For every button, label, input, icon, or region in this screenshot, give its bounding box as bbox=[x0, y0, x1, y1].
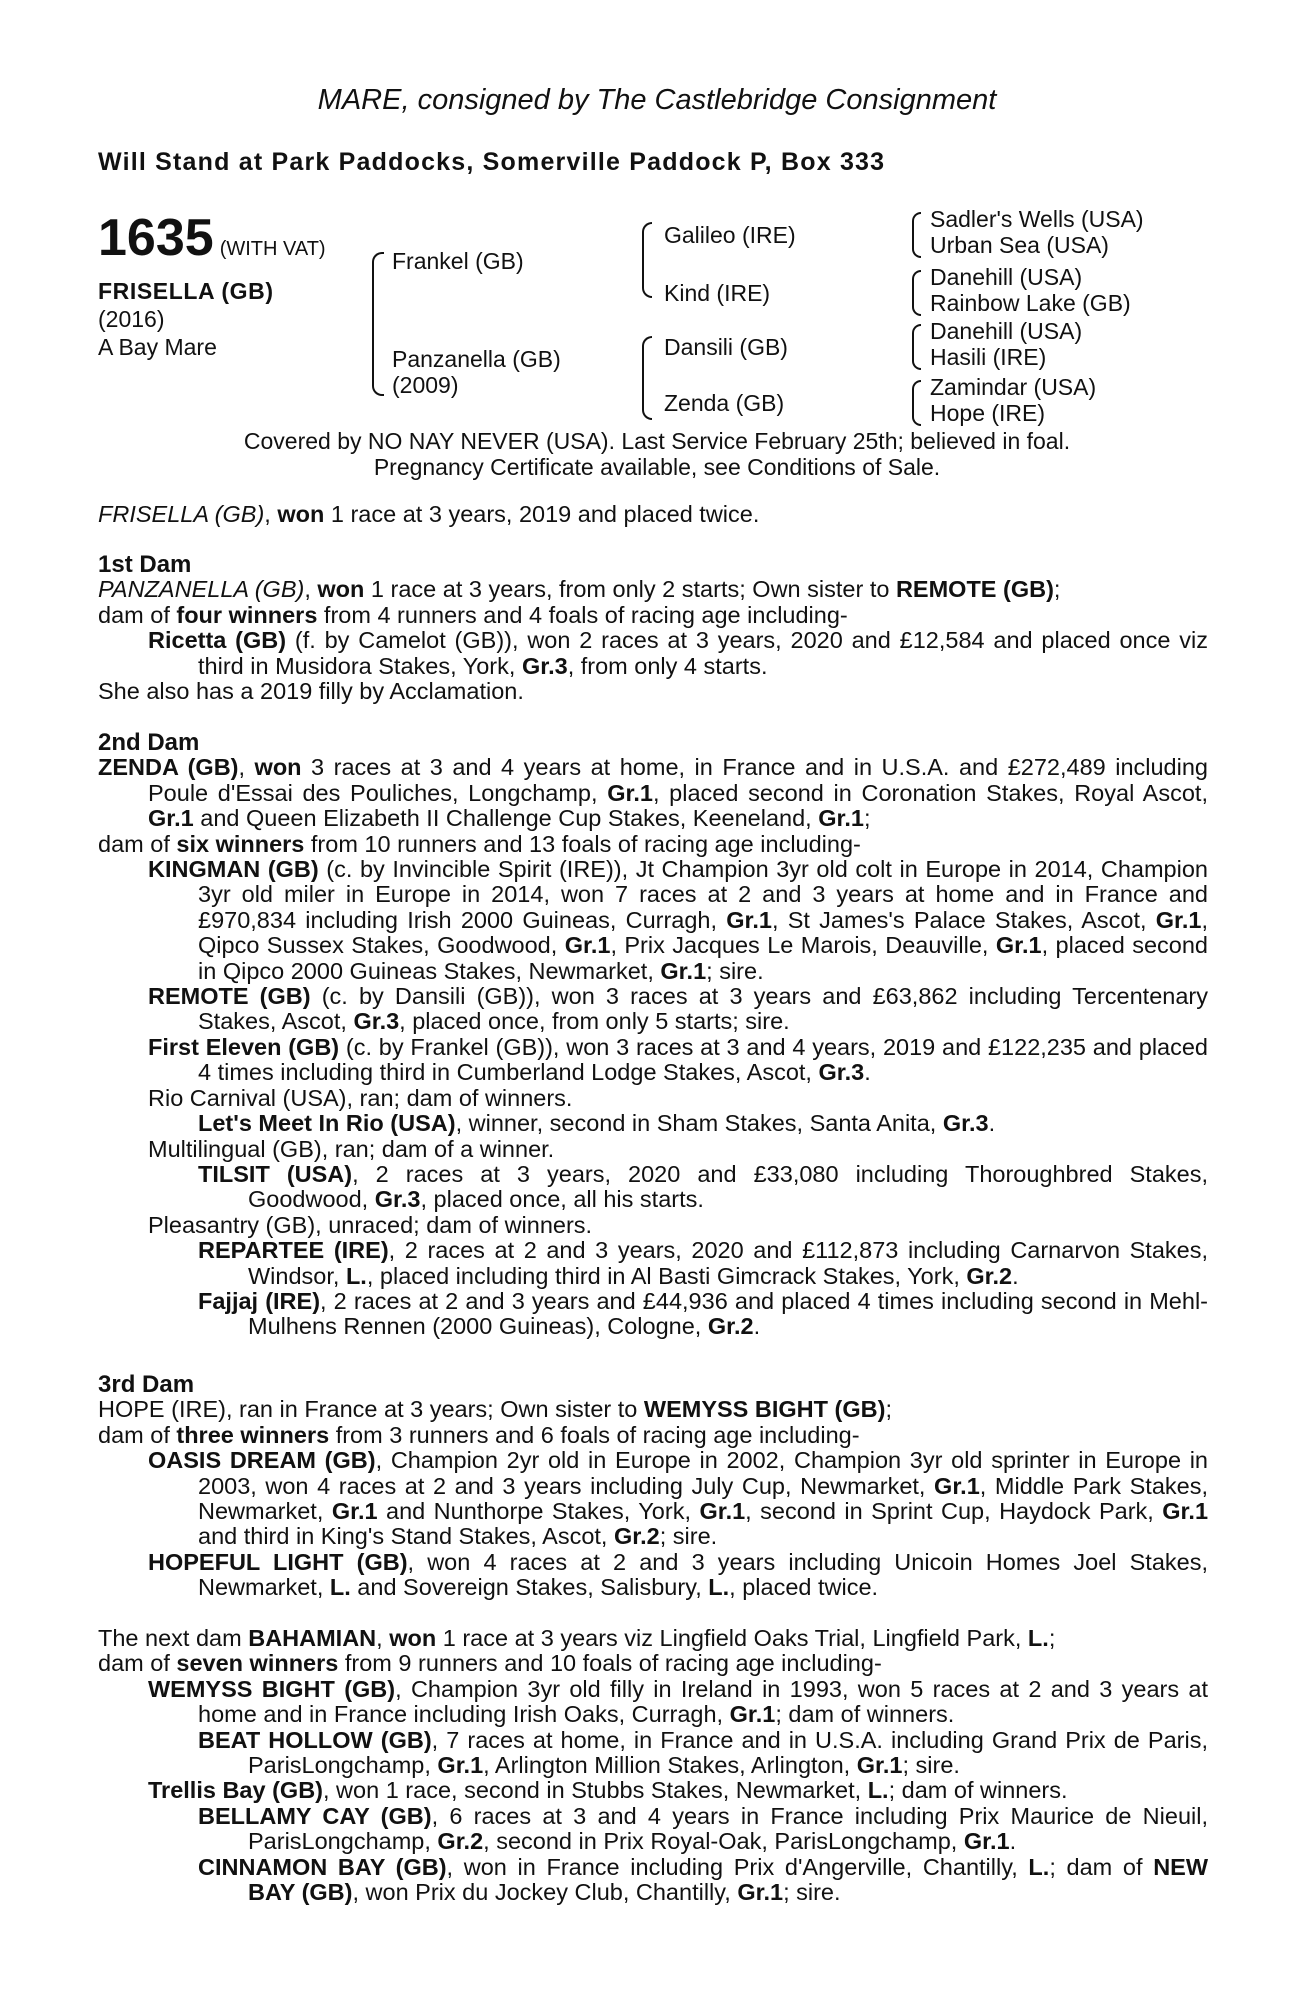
covered-note bbox=[0, 428, 1314, 480]
section-heading: 3rd Dam bbox=[98, 1371, 195, 1398]
produce-entry bbox=[98, 1550, 1208, 1601]
text: ; dam of bbox=[1049, 1853, 1154, 1880]
grade: Gr.1 bbox=[331, 1498, 378, 1525]
text: dam of bbox=[98, 1421, 177, 1448]
grade: Gr.3 bbox=[818, 1059, 865, 1086]
grade: Gr.1 bbox=[1162, 1498, 1209, 1525]
winners-count: six winners bbox=[176, 830, 305, 857]
produce-entry bbox=[98, 857, 1208, 984]
winners-count: seven winners bbox=[176, 1650, 339, 1677]
text: and Queen Elizabeth II Challenge Cup Stakes, Keeneland, bbox=[193, 805, 819, 832]
text: 3 races at 3 and 4 years at home, in France and in U.S.A. and £272,489 including Poule d'Essai des Pouliches, Longchamp, bbox=[148, 754, 1208, 806]
pedigree-g4: Rainbow Lake (GB) bbox=[930, 290, 1131, 316]
pedigree-brace bbox=[912, 270, 921, 316]
text: , 2 races at 3 years, 2020 and £33,080 including Thoroughbred Stakes, Goodwood, bbox=[248, 1160, 1208, 1213]
text: The next dam bbox=[98, 1625, 249, 1651]
text: (c. by Frankel (GB)), won 3 races at 3 and 4 years, 2019 and £122,235 and placed 4 times including third in Cumberland Lodge Stakes, Ascot, bbox=[198, 1033, 1208, 1086]
text: , 2 races at 2 and 3 years, 2020 and £112,873 including Carnarvon Stakes, Windsor, bbox=[248, 1237, 1209, 1289]
pedigree-dam-sire: Dansili (GB) bbox=[664, 334, 788, 360]
text: (c. by Invincible Spirit (IRE)), Jt Champion 3yr old colt in Europe in 2014, Champion 3yr old miler in Europe in 2014, won 7 races at 2 and 3 years at home and in France and £970,834 including Irish 2000 Guineas, Curragh, bbox=[198, 856, 1208, 933]
text: dam of bbox=[98, 1650, 177, 1677]
produce-name: CINNAMON BAY (GB) bbox=[198, 1853, 447, 1880]
dam-produce-line bbox=[98, 1423, 1208, 1448]
punct: ; bbox=[1053, 576, 1061, 603]
listed-grade: L. bbox=[1027, 1625, 1049, 1651]
text: , 2 races at 2 and 3 years and £44,936 and placed 4 times including second in Mehl-Mulhens Rennen (2000 Guineas), Cologne, bbox=[248, 1287, 1208, 1340]
produce-name: BEAT HOLLOW (GB) bbox=[198, 1726, 432, 1753]
produce-entry bbox=[98, 1289, 1208, 1340]
text: ; sire. bbox=[659, 1523, 718, 1550]
produce-name: NEW BAY (GB) bbox=[248, 1853, 1209, 1906]
text: , from only 4 starts. bbox=[567, 652, 768, 679]
won-label: won bbox=[277, 501, 325, 527]
text: , placed second in Coronation Stakes, Royal Ascot, bbox=[652, 779, 1208, 806]
grade: Gr.1 bbox=[148, 805, 194, 832]
grade: Gr.3 bbox=[353, 1008, 400, 1035]
dam-produce-line bbox=[98, 603, 1208, 628]
text: , second in Prix Royal-Oak, ParisLongchamp, bbox=[483, 1828, 964, 1855]
record-text: 1 race at 3 years, 2019 and placed twice. bbox=[324, 501, 760, 527]
pedigree-brace bbox=[912, 380, 921, 426]
pedigree-sire: Frankel (GB) bbox=[392, 248, 524, 274]
text: and Nunthorpe Stakes, York, bbox=[377, 1498, 700, 1525]
text: , Champion 2yr old in Europe in 2002, Champion 3yr old sprinter in Europe in 2003, won 4 races at 2 and 3 years including July Cup, Newmarket, bbox=[198, 1447, 1208, 1499]
produce-name: First Eleven (GB) bbox=[148, 1033, 340, 1060]
stand-location: Will Stand at Park Paddocks, Somerville Paddock P, Box 333 bbox=[98, 148, 886, 176]
produce-name: REMOTE (GB) bbox=[148, 983, 311, 1010]
sibling-name: WEMYSS BIGHT (GB) bbox=[643, 1396, 886, 1423]
grade: Gr.1 bbox=[699, 1498, 746, 1525]
produce-entry bbox=[98, 1162, 1208, 1213]
grade: Gr.1 bbox=[607, 779, 653, 806]
text: , Qipco Sussex Stakes, Goodwood, bbox=[198, 906, 1208, 959]
pedigree-g3: Danehill (USA) bbox=[930, 264, 1083, 290]
third-dam-section bbox=[98, 1372, 1208, 1601]
first-dam-section bbox=[98, 552, 1208, 704]
produce-entry bbox=[98, 984, 1208, 1035]
produce-entry: Pleasantry (GB), unraced; dam of winners. bbox=[148, 1211, 593, 1238]
text: (c. by Dansili (GB)), won 3 races at 3 years and £63,862 including Tercentenary Stakes, Ascot, bbox=[198, 983, 1208, 1035]
produce-name: Ricetta (GB) bbox=[148, 627, 287, 654]
produce-name: HOPEFUL LIGHT (GB) bbox=[148, 1548, 408, 1575]
produce-entry bbox=[98, 1728, 1208, 1779]
text: , second in Sprint Cup, Haydock Park, bbox=[745, 1498, 1163, 1525]
text: , won in France including Prix d'Angerville, Chantilly, bbox=[446, 1853, 1029, 1880]
pedigree-g5: Danehill (USA) bbox=[930, 318, 1083, 344]
text: ; bbox=[863, 805, 871, 832]
vat-note: (WITH VAT) bbox=[219, 238, 326, 260]
produce-entry bbox=[98, 1238, 1208, 1289]
produce-entry bbox=[98, 628, 1208, 679]
produce-name: Trellis Bay (GB) bbox=[148, 1777, 323, 1804]
won-label: won bbox=[254, 754, 302, 781]
text: , Middle Park Stakes, Newmarket, bbox=[198, 1472, 1208, 1525]
grade: Gr.3 bbox=[521, 652, 568, 679]
pregnancy-line: Pregnancy Certificate available, see Conditions of Sale. bbox=[373, 454, 941, 480]
dam-produce-line bbox=[98, 1651, 1208, 1676]
dam-line: The next dam BAHAMIAN, won 1 race at 3 years viz Lingfield Oaks Trial, Lingfield Park, L.; bbox=[98, 1625, 1056, 1651]
text: and third in King's Stand Stakes, Ascot, bbox=[198, 1523, 614, 1550]
text: . bbox=[864, 1059, 871, 1086]
text: ; sire. bbox=[902, 1752, 960, 1779]
grade: Gr.1 bbox=[660, 957, 707, 984]
pedigree-brace bbox=[912, 212, 921, 258]
produce-entry: Multilingual (GB), ran; dam of a winner. bbox=[148, 1135, 555, 1162]
section-heading: 2nd Dam bbox=[98, 729, 200, 756]
dam-line bbox=[98, 1397, 1208, 1422]
text: , won 1 race, second in Stubbs Stakes, Newmarket, bbox=[323, 1777, 868, 1804]
grade: Gr.1 bbox=[729, 1701, 776, 1728]
also-line: She also has a 2019 filly by Acclamation. bbox=[98, 678, 524, 705]
dam-text: 1 race at 3 years, from only 2 starts; Own sister to bbox=[364, 576, 896, 603]
won-label: won bbox=[389, 1625, 437, 1651]
section-heading: 1st Dam bbox=[98, 551, 192, 578]
grade: Gr.2 bbox=[613, 1523, 660, 1550]
pedigree-sire-sire: Galileo (IRE) bbox=[664, 222, 796, 248]
grade: Gr.2 bbox=[707, 1313, 754, 1340]
text: . bbox=[988, 1110, 996, 1137]
pedigree-dam: Panzanella (GB) bbox=[392, 346, 561, 372]
text: . bbox=[1012, 1262, 1019, 1289]
second-dam-section bbox=[98, 730, 1208, 1340]
text: , placed once, from only 5 starts; sire. bbox=[399, 1008, 790, 1035]
text: ; bbox=[1048, 1625, 1056, 1651]
pedigree-dam-year: (2009) bbox=[392, 372, 459, 398]
text: ; sire. bbox=[783, 1879, 841, 1906]
grade: Gr.3 bbox=[942, 1110, 989, 1137]
produce-name: WEMYSS BIGHT (GB) bbox=[148, 1675, 396, 1702]
produce-name: BELLAMY CAY (GB) bbox=[198, 1802, 432, 1829]
text: ; dam of winners. bbox=[888, 1777, 1068, 1804]
listed-grade: L. bbox=[1028, 1853, 1050, 1880]
text: , 7 races at home, in France and in U.S.A. including Grand Prix de Paris, ParisLongchamp, bbox=[248, 1726, 1208, 1779]
produce-entry bbox=[98, 1855, 1208, 1906]
produce-name: REPARTEE (IRE) bbox=[198, 1237, 389, 1264]
grade: Gr.1 bbox=[995, 932, 1042, 959]
horse-description: A Bay Mare bbox=[98, 334, 217, 360]
text: , 6 races at 3 and 4 years in France including Prix Maurice de Nieuil, ParisLongchamp, bbox=[248, 1802, 1208, 1855]
dam-name: BAHAMIAN bbox=[248, 1625, 377, 1651]
text: , won Prix du Jockey Club, Chantilly, bbox=[352, 1879, 738, 1906]
dam-name: ZENDA (GB) bbox=[98, 754, 239, 781]
pedigree-g7: Zamindar (USA) bbox=[930, 374, 1097, 400]
produce-entry bbox=[98, 1448, 1208, 1550]
produce-entry bbox=[98, 1677, 1208, 1728]
horse-race-record: FRISELLA (GB), won 1 race at 3 years, 2019 and placed twice. bbox=[98, 501, 760, 527]
text: 1 race at 3 years viz Lingfield Oaks Trial, Lingfield Park, bbox=[436, 1625, 1028, 1651]
produce-entry: Rio Carnival (USA), ran; dam of winners. bbox=[148, 1084, 573, 1111]
pedigree-sire-dam: Kind (IRE) bbox=[664, 280, 771, 306]
grade: Gr.1 bbox=[726, 906, 772, 933]
dam-produce-line bbox=[98, 832, 1208, 857]
dam-name: PANZANELLA (GB) bbox=[98, 576, 305, 603]
text: from 4 runners and 4 foals of racing age including- bbox=[317, 601, 848, 628]
grade: Gr.2 bbox=[966, 1262, 1013, 1289]
grade: Gr.1 bbox=[818, 805, 864, 832]
produce-name: KINGMAN (GB) bbox=[148, 856, 319, 883]
text: , Prix Jacques Le Marois, Deauville, bbox=[610, 932, 996, 959]
text: ; sire. bbox=[706, 957, 764, 984]
text: and Sovereign Stakes, Salisbury, bbox=[350, 1574, 709, 1601]
grade: Gr.1 bbox=[856, 1752, 903, 1779]
consignment-heading: MARE, consigned by The Castlebridge Consignment bbox=[317, 84, 997, 116]
dam-line: ZENDA (GB), won 3 races at 3 and 4 years at home, in France and in U.S.A. and £272,489 including Poule d'Essai des Pouliches, Longchamp, Gr.1, placed second in Coronation Stakes, Royal Ascot, Gr.1 and Queen Elizabeth II Challenge Cup Stakes, Keeneland, Gr.1; bbox=[98, 754, 1208, 832]
text: ; dam of winners. bbox=[775, 1701, 955, 1728]
text: , placed including third in Al Basti Gimcrack Stakes, York, bbox=[366, 1262, 967, 1289]
winners-count: four winners bbox=[176, 601, 318, 628]
pedigree-g2: Urban Sea (USA) bbox=[930, 232, 1109, 258]
text: , Champion 3yr old filly in Ireland in 1993, won 5 races at 2 and 3 years at home and in France including Irish Oaks, Curragh, bbox=[198, 1675, 1208, 1728]
text: , winner, second in Sham Stakes, Santa Anita, bbox=[455, 1110, 943, 1137]
produce-name: TILSIT (USA) bbox=[198, 1160, 353, 1187]
listed-grade: L. bbox=[867, 1777, 889, 1804]
pedigree-g1: Sadler's Wells (USA) bbox=[930, 206, 1144, 232]
produce-name: OASIS DREAM (GB) bbox=[148, 1447, 376, 1474]
horse-year: (2016) bbox=[98, 306, 165, 332]
grade: Gr.1 bbox=[963, 1828, 1010, 1855]
text: dam of bbox=[98, 830, 177, 857]
produce-entry bbox=[98, 1804, 1208, 1855]
winners-count: three winners bbox=[176, 1421, 330, 1448]
listed-grade: L. bbox=[345, 1262, 367, 1289]
next-dam-section bbox=[98, 1626, 1208, 1905]
sibling-name: REMOTE (GB) bbox=[895, 576, 1054, 603]
pedigree-brace bbox=[372, 252, 384, 396]
text: , won 4 races at 2 and 3 years including Unicoin Homes Joel Stakes, Newmarket, bbox=[198, 1548, 1208, 1601]
pedigree-brace bbox=[642, 222, 652, 298]
pedigree-dam-dam: Zenda (GB) bbox=[664, 390, 785, 416]
pedigree-brace bbox=[642, 336, 652, 420]
produce-entry bbox=[98, 1778, 1208, 1803]
produce-entry bbox=[98, 1035, 1208, 1086]
won-label: won bbox=[317, 576, 365, 603]
grade: Gr.1 bbox=[437, 1752, 484, 1779]
text: ; bbox=[885, 1396, 892, 1423]
listed-grade: L. bbox=[329, 1574, 351, 1601]
text: , St James's Palace Stakes, Ascot, bbox=[772, 906, 1156, 933]
listed-grade: L. bbox=[708, 1574, 730, 1601]
grade: Gr.2 bbox=[437, 1828, 484, 1855]
text: , placed second in Qipco 2000 Guineas Stakes, Newmarket, bbox=[198, 932, 1208, 984]
text: . bbox=[1009, 1828, 1017, 1855]
text: from 10 runners and 13 foals of racing age including- bbox=[304, 830, 861, 857]
text: , placed twice. bbox=[729, 1574, 879, 1601]
text: dam of bbox=[98, 601, 177, 628]
produce-entry bbox=[98, 1111, 1208, 1136]
grade: Gr.3 bbox=[374, 1186, 421, 1213]
text: from 3 runners and 6 foals of racing age including- bbox=[329, 1421, 860, 1448]
grade: Gr.1 bbox=[934, 1472, 980, 1499]
pedigree-brace bbox=[912, 324, 921, 370]
text: . bbox=[753, 1313, 761, 1340]
text: from 9 runners and 10 foals of racing age including- bbox=[338, 1650, 882, 1677]
produce-name: Let's Meet In Rio (USA) bbox=[198, 1110, 456, 1137]
pedigree-g8: Hope (IRE) bbox=[930, 400, 1046, 426]
text: , Arlington Million Stakes, Arlington, bbox=[483, 1752, 857, 1779]
grade: Gr.1 bbox=[1155, 906, 1202, 933]
text: HOPE (IRE), ran in France at 3 years; Own sister to bbox=[98, 1396, 644, 1423]
text: , placed once, all his starts. bbox=[420, 1186, 704, 1213]
horse-name: FRISELLA (GB) bbox=[98, 278, 274, 304]
lot-number: 1635 bbox=[98, 209, 214, 267]
horse-name-italic: FRISELLA (GB) bbox=[98, 501, 265, 527]
covered-line: Covered by NO NAY NEVER (USA). Last Service February 25th; believed in foal. bbox=[243, 428, 1071, 454]
pedigree-g6: Hasili (IRE) bbox=[930, 344, 1047, 370]
grade: Gr.1 bbox=[564, 932, 611, 959]
lot-number-block bbox=[98, 208, 326, 268]
produce-name: Fajjaj (IRE) bbox=[198, 1287, 321, 1314]
grade: Gr.1 bbox=[737, 1879, 784, 1906]
dam-line: PANZANELLA (GB), won 1 race at 3 years, from only 2 starts; Own sister to REMOTE (GB); bbox=[98, 576, 1061, 603]
text: (f. by Camelot (GB)), won 2 races at 3 years, 2020 and £12,584 and placed once viz third in Musidora Stakes, York, bbox=[198, 627, 1208, 679]
